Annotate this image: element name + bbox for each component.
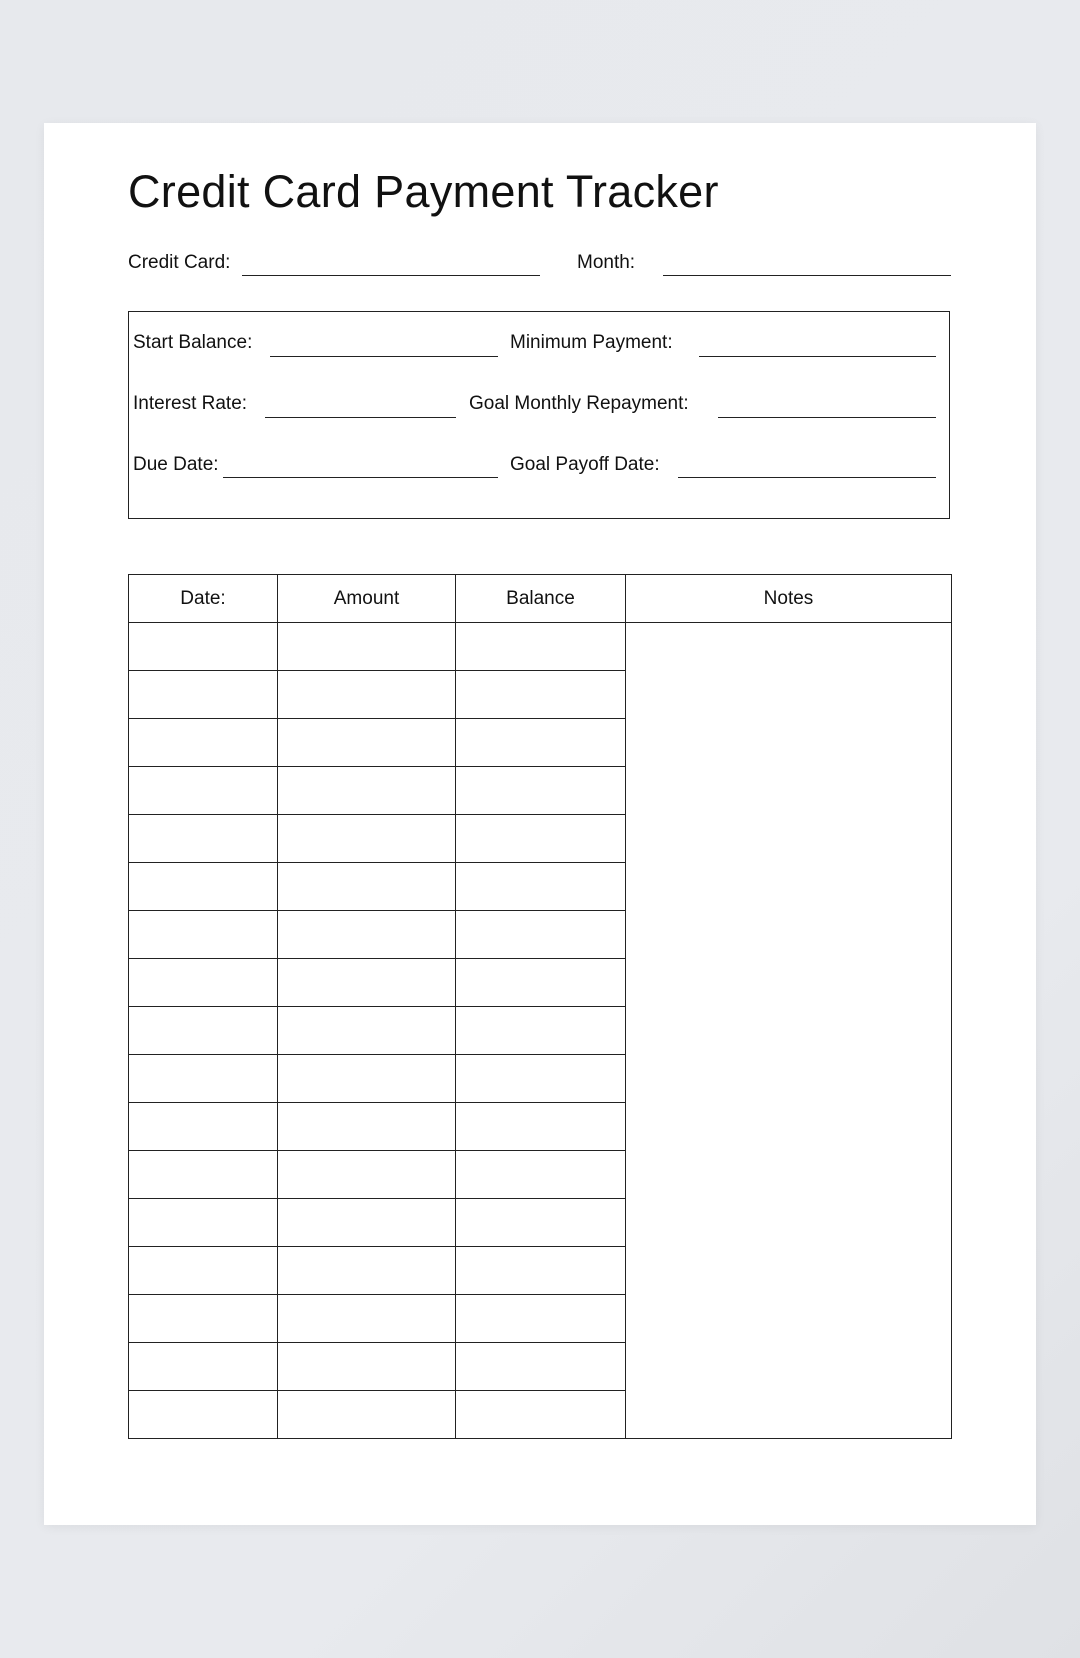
date-cell[interactable] — [129, 1103, 278, 1151]
interest-rate-label: Interest Rate: — [133, 393, 248, 414]
column-header-balance: Balance — [456, 575, 626, 623]
date-cell[interactable] — [129, 1055, 278, 1103]
goal-monthly-repayment-field[interactable] — [718, 417, 936, 418]
balance-cell[interactable] — [456, 815, 626, 863]
amount-cell[interactable] — [278, 1391, 456, 1439]
balance-cell[interactable] — [456, 863, 626, 911]
date-cell[interactable] — [129, 1199, 278, 1247]
balance-cell[interactable] — [456, 1007, 626, 1055]
amount-cell[interactable] — [278, 767, 456, 815]
balance-cell[interactable] — [456, 1103, 626, 1151]
amount-cell[interactable] — [278, 671, 456, 719]
payment-log-table — [128, 574, 952, 1439]
balance-cell[interactable] — [456, 1055, 626, 1103]
date-cell[interactable] — [129, 671, 278, 719]
minimum-payment-field[interactable] — [699, 356, 936, 357]
goal-payoff-date-label: Goal Payoff Date: — [510, 454, 660, 475]
amount-cell[interactable] — [278, 1247, 456, 1295]
start-balance-label: Start Balance: — [133, 332, 253, 353]
amount-cell[interactable] — [278, 1343, 456, 1391]
balance-cell[interactable] — [456, 671, 626, 719]
balance-cell[interactable] — [456, 1343, 626, 1391]
amount-cell[interactable] — [278, 1151, 456, 1199]
balance-cell[interactable] — [456, 767, 626, 815]
date-cell[interactable] — [129, 767, 278, 815]
balance-cell[interactable] — [456, 1199, 626, 1247]
goal-payoff-date-field[interactable] — [678, 477, 936, 478]
column-header-notes: Notes — [626, 575, 952, 623]
balance-cell[interactable] — [456, 911, 626, 959]
interest-rate-field[interactable] — [265, 417, 456, 418]
column-header-amount: Amount — [278, 575, 456, 623]
balance-cell[interactable] — [456, 1151, 626, 1199]
notes-area[interactable] — [626, 623, 952, 1439]
credit-card-field[interactable] — [242, 275, 540, 276]
month-label: Month: — [577, 252, 636, 273]
date-cell[interactable] — [129, 1151, 278, 1199]
balance-cell[interactable] — [456, 1295, 626, 1343]
due-date-field[interactable] — [223, 477, 498, 478]
date-cell[interactable] — [129, 959, 278, 1007]
date-cell[interactable] — [129, 1247, 278, 1295]
amount-cell[interactable] — [278, 911, 456, 959]
date-cell[interactable] — [129, 863, 278, 911]
start-balance-field[interactable] — [270, 356, 498, 357]
amount-cell[interactable] — [278, 623, 456, 671]
amount-cell[interactable] — [278, 1103, 456, 1151]
amount-cell[interactable] — [278, 1055, 456, 1103]
date-cell[interactable] — [129, 1391, 278, 1439]
date-cell[interactable] — [129, 1007, 278, 1055]
date-cell[interactable] — [129, 1295, 278, 1343]
table-row — [129, 623, 952, 671]
due-date-label: Due Date: — [133, 454, 219, 475]
balance-cell[interactable] — [456, 719, 626, 767]
amount-cell[interactable] — [278, 1295, 456, 1343]
amount-cell[interactable] — [278, 1199, 456, 1247]
date-cell[interactable] — [129, 911, 278, 959]
balance-cell[interactable] — [456, 623, 626, 671]
column-header-date: Date: — [129, 575, 278, 623]
balance-cell[interactable] — [456, 1391, 626, 1439]
date-cell[interactable] — [129, 815, 278, 863]
amount-cell[interactable] — [278, 719, 456, 767]
date-cell[interactable] — [129, 719, 278, 767]
credit-card-label: Credit Card: — [128, 252, 231, 273]
amount-cell[interactable] — [278, 1007, 456, 1055]
table-header-row — [129, 575, 952, 623]
amount-cell[interactable] — [278, 959, 456, 1007]
balance-cell[interactable] — [456, 1247, 626, 1295]
minimum-payment-label: Minimum Payment: — [510, 332, 673, 353]
date-cell[interactable] — [129, 1343, 278, 1391]
amount-cell[interactable] — [278, 863, 456, 911]
page-title: Credit Card Payment Tracker — [128, 166, 719, 217]
goal-monthly-repayment-label: Goal Monthly Repayment: — [469, 393, 689, 414]
date-cell[interactable] — [129, 623, 278, 671]
amount-cell[interactable] — [278, 815, 456, 863]
month-field[interactable] — [663, 275, 951, 276]
table-body — [129, 623, 952, 1439]
balance-cell[interactable] — [456, 959, 626, 1007]
